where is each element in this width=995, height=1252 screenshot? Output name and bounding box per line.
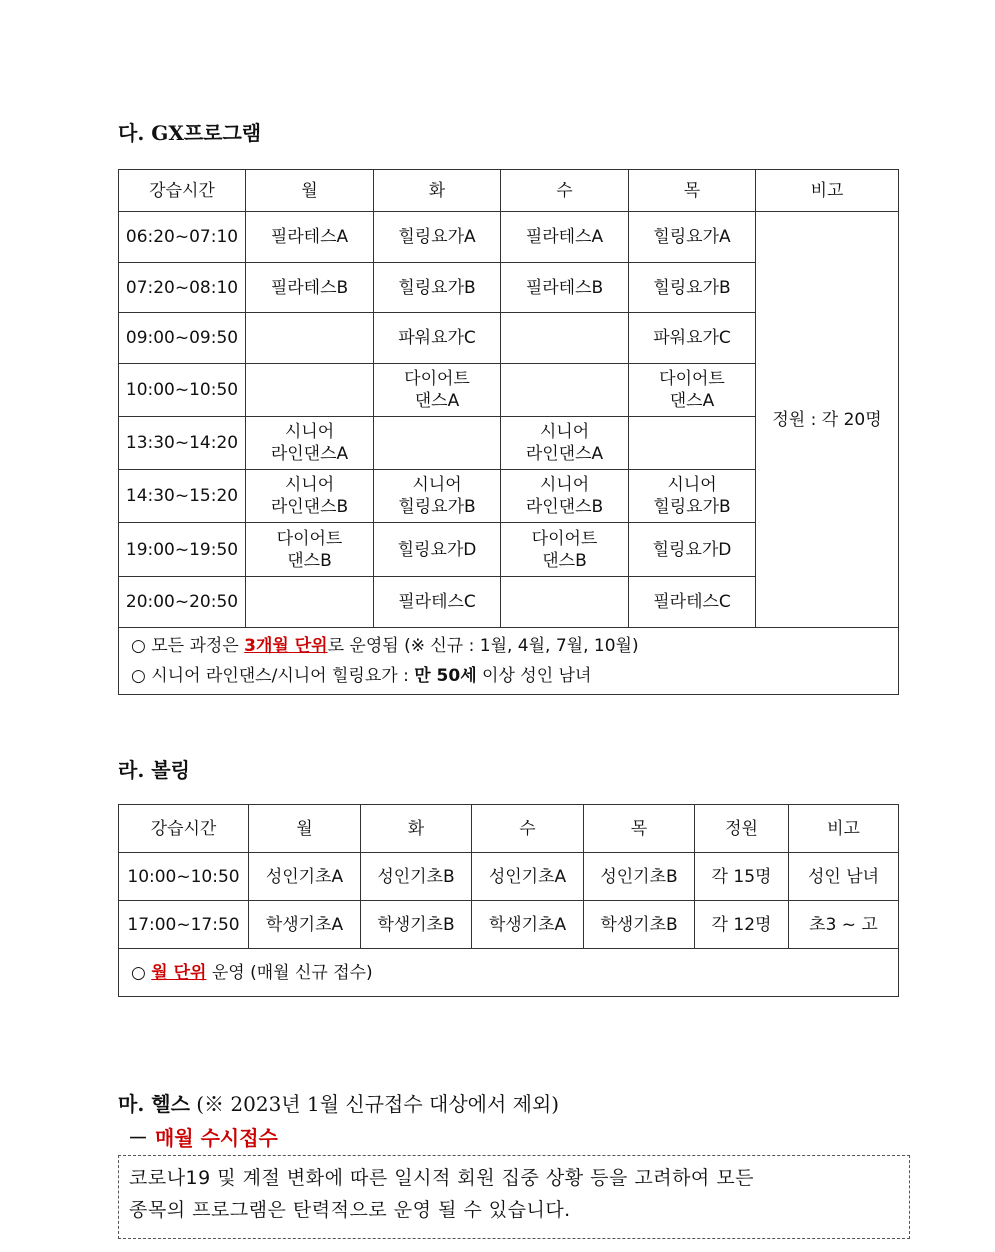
gx-cell-mon	[246, 417, 374, 470]
gx-cell-tue	[374, 364, 501, 417]
health-notice-line-1: 코로나19 및 계절 변화에 따른 일시적 회원 집중 상황 등을 고려하여 모든	[129, 1167, 755, 1189]
gx-class-name: 힐링요가B	[653, 277, 731, 298]
gx-class-name: 다이어트	[404, 369, 470, 389]
gx-cell-thu	[629, 364, 756, 417]
gx-header-time: 강습시간	[119, 170, 246, 212]
gx-notes-row	[119, 628, 899, 695]
bowling-cell-remark: 초3 ~ 고	[789, 901, 899, 949]
gx-header-tue: 화	[374, 170, 501, 212]
gx-class-name: 시니어	[539, 475, 590, 495]
gx-class-name: 다이어트	[531, 528, 598, 549]
health-subtitle-text: 매월 수시접수	[154, 1126, 278, 1150]
bowling-cell-tue: 학생기초B	[361, 901, 472, 949]
gx-notes	[119, 628, 899, 695]
gx-header-thu: 목	[629, 170, 756, 212]
gx-class-name: 필라테스B	[525, 277, 604, 298]
bowling-note-suffix: 운영 (매월 신규 접수)	[206, 962, 373, 983]
gx-class-name: 댄스A	[414, 391, 460, 411]
bowling-cell-remark: 성인 남녀	[789, 853, 899, 901]
bowling-header-row	[119, 805, 899, 853]
gx-class-name: 파워요가C	[653, 328, 731, 348]
gx-note-term	[131, 631, 898, 661]
gx-row	[119, 212, 899, 263]
gx-cell-mon	[246, 470, 374, 523]
bowling-cell-tue: 성인기초B	[361, 853, 472, 901]
bowling-row	[119, 901, 899, 949]
gx-class-name: 다이어트	[659, 369, 725, 389]
health-notice-line-2: 종목의 프로그램은 탄력적으로 운영 될 수 있습니다.	[129, 1199, 571, 1221]
gx-class-name: 힐링요가B	[398, 497, 476, 517]
gx-note-term-prefix: ○ 모든 과정은	[131, 636, 245, 656]
gx-header-row	[119, 170, 899, 212]
gx-note-senior-prefix: ○ 시니어 라인댄스/시니어 힐링요가 :	[131, 666, 415, 686]
gx-cell-thu	[629, 263, 756, 313]
bowling-cell-capacity: 각 12명	[695, 901, 789, 949]
gx-cell-tue	[374, 263, 501, 313]
gx-cell-wed	[501, 470, 629, 523]
health-section-title	[118, 1088, 559, 1117]
gx-header-mon: 월	[246, 170, 374, 212]
gx-cell-tue	[374, 577, 501, 628]
gx-cell-thu	[629, 470, 756, 523]
bowling-header-mon: 월	[249, 805, 361, 853]
gx-cell-wed	[501, 263, 629, 313]
bowling-cell-thu: 학생기초B	[584, 901, 695, 949]
gx-class-name: 필라테스A	[270, 227, 349, 247]
gx-cell-remark: 정원 : 각 20명	[756, 212, 899, 628]
gx-cell-time: 13:30~14:20	[119, 417, 246, 470]
health-subtitle	[128, 1122, 278, 1151]
bowling-header-tue: 화	[361, 805, 472, 853]
bowling-cell-mon: 성인기초A	[249, 853, 361, 901]
bowling-header-wed: 수	[472, 805, 584, 853]
gx-cell-time: 09:00~09:50	[119, 313, 246, 364]
gx-note-senior	[131, 661, 898, 691]
bowling-schedule-table	[118, 804, 899, 997]
gx-cell-mon	[246, 523, 374, 577]
gx-class-name: 힐링요가D	[397, 539, 477, 560]
gx-cell-time: 06:20~07:10	[119, 212, 246, 263]
health-notice-box	[118, 1155, 910, 1239]
gx-class-name: 힐링요가A	[653, 227, 731, 247]
gx-cell-mon	[246, 212, 374, 263]
bowling-note-highlight: 월 단위	[151, 962, 207, 983]
gx-class-name: 시니어	[412, 475, 462, 495]
gx-class-name: 댄스B	[542, 550, 587, 571]
gx-cell-wed	[501, 313, 629, 364]
gx-cell-mon	[246, 313, 374, 364]
gx-class-name: 필라테스C	[398, 592, 476, 612]
gx-note-term-highlight: 3개월 단위	[244, 636, 328, 656]
gx-cell-time: 19:00~19:50	[119, 523, 246, 577]
gx-note-term-suffix: 로 운영됨 (※ 신규 : 1월, 4월, 7월, 10월)	[327, 636, 639, 656]
bowling-cell-mon: 학생기초A	[249, 901, 361, 949]
bowling-header-capacity: 정원	[695, 805, 789, 853]
gx-cell-mon	[246, 263, 374, 313]
gx-cell-time: 14:30~15:20	[119, 470, 246, 523]
gx-header-remark: 비고	[756, 170, 899, 212]
gx-cell-tue	[374, 417, 501, 470]
bowling-row	[119, 853, 899, 901]
gx-class-name: 라인댄스B	[270, 497, 349, 517]
bowling-notes-row	[119, 949, 899, 997]
gx-class-name: 시니어	[284, 475, 335, 495]
gx-cell-thu	[629, 212, 756, 263]
gx-note-senior-age: 만 50세	[414, 666, 477, 686]
gx-cell-time: 10:00~10:50	[119, 364, 246, 417]
gx-class-name: 힐링요가A	[398, 227, 476, 247]
gx-cell-thu	[629, 577, 756, 628]
health-title: 마. 헬스	[118, 1092, 190, 1116]
gx-cell-mon	[246, 577, 374, 628]
gx-section-title: 다. GX프로그램	[118, 121, 262, 145]
gx-class-name: 힐링요가D	[652, 539, 732, 560]
gx-class-name: 필라테스C	[653, 592, 731, 612]
gx-cell-wed	[501, 417, 629, 470]
gx-cell-thu	[629, 313, 756, 364]
gx-cell-mon	[246, 364, 374, 417]
gx-cell-tue	[374, 470, 501, 523]
bowling-note-prefix: ○	[131, 962, 152, 983]
gx-class-name: 필라테스B	[270, 277, 349, 298]
bowling-cell-wed: 학생기초A	[472, 901, 584, 949]
gx-class-name: 힐링요가B	[653, 497, 731, 517]
gx-class-name: 댄스A	[669, 391, 715, 411]
bowling-cell-time: 10:00~10:50	[119, 853, 249, 901]
gx-class-name: 힐링요가B	[398, 277, 476, 298]
bowling-header-remark: 비고	[789, 805, 899, 853]
gx-cell-time: 07:20~08:10	[119, 263, 246, 313]
bowling-note	[119, 949, 899, 997]
gx-cell-wed	[501, 364, 629, 417]
gx-cell-wed	[501, 212, 629, 263]
gx-class-name: 라인댄스A	[525, 444, 604, 464]
gx-class-name: 파워요가C	[398, 328, 476, 348]
gx-schedule-table	[118, 169, 899, 695]
gx-cell-tue	[374, 313, 501, 364]
gx-cell-time: 20:00~20:50	[119, 577, 246, 628]
bowling-header-time: 강습시간	[119, 805, 249, 853]
gx-class-name: 라인댄스B	[525, 497, 604, 517]
gx-class-name: 라인댄스A	[270, 444, 349, 464]
gx-cell-thu	[629, 523, 756, 577]
gx-cell-thu	[629, 417, 756, 470]
health-subtitle-dash: －	[128, 1126, 155, 1150]
bowling-section-title: 라. 볼링	[118, 758, 190, 782]
bowling-cell-time: 17:00~17:50	[119, 901, 249, 949]
bowling-cell-wed: 성인기초A	[472, 853, 584, 901]
gx-cell-wed	[501, 523, 629, 577]
gx-class-name: 다이어트	[276, 528, 343, 549]
bowling-cell-thu: 성인기초B	[584, 853, 695, 901]
gx-class-name: 시니어	[667, 475, 717, 495]
bowling-header-thu: 목	[584, 805, 695, 853]
gx-note-senior-suffix: 이상 성인 남녀	[476, 666, 592, 686]
gx-cell-tue	[374, 212, 501, 263]
gx-class-name: 댄스B	[287, 550, 332, 571]
gx-class-name: 시니어	[539, 422, 590, 442]
gx-class-name: 시니어	[284, 422, 335, 442]
gx-class-name: 필라테스A	[525, 227, 604, 247]
health-title-note: (※ 2023년 1월 신규접수 대상에서 제외)	[189, 1092, 560, 1116]
gx-header-wed: 수	[501, 170, 629, 212]
gx-cell-tue	[374, 523, 501, 577]
gx-cell-wed	[501, 577, 629, 628]
bowling-cell-capacity: 각 15명	[695, 853, 789, 901]
